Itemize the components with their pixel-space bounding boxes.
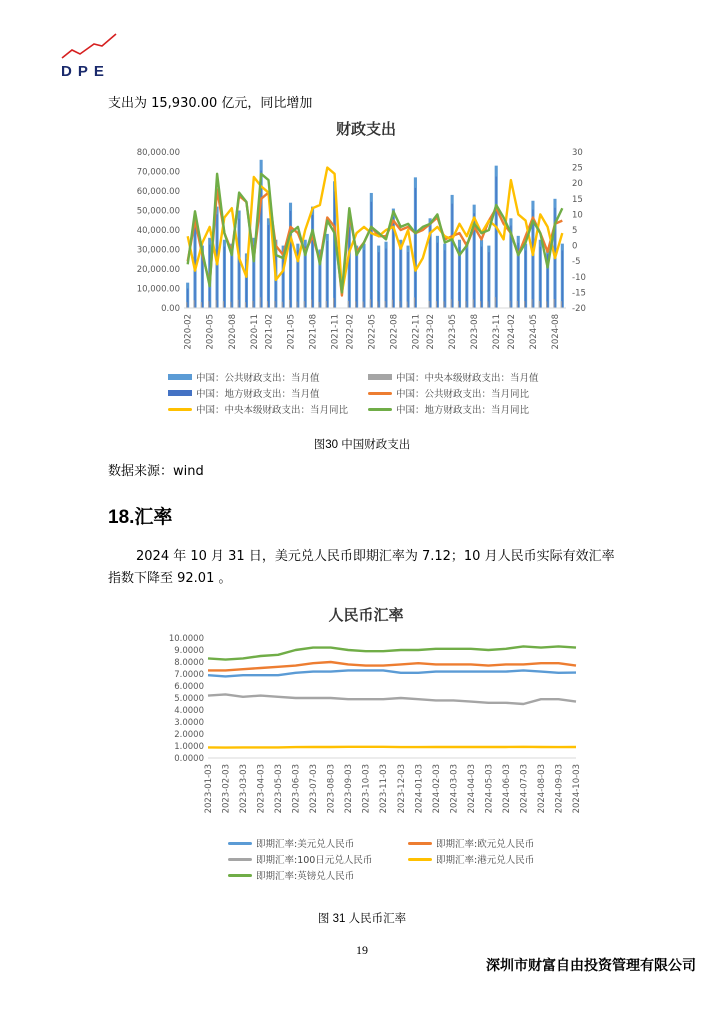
x-tick-label: 2020-11: [249, 314, 260, 350]
x-tick-label: 2021-11: [330, 314, 341, 350]
bar-central-spending: [495, 297, 496, 308]
bar-central-spending: [355, 301, 356, 308]
legend-item: 中国：地方财政支出：当月值: [168, 386, 320, 400]
bar-central-spending: [399, 301, 400, 308]
bar-central-spending: [252, 301, 253, 308]
line-series-1: [208, 662, 576, 670]
bar-central-spending: [289, 300, 290, 308]
bar-local-spending: [378, 252, 379, 308]
bar-central-spending: [473, 299, 474, 308]
bar-central-spending: [326, 301, 327, 308]
x-tick-label: 2023-07-03: [309, 764, 320, 814]
bar-local-spending: [385, 249, 386, 308]
bar-central-spending: [487, 301, 488, 308]
y2-tick-label: 0: [572, 241, 578, 252]
bar-central-spending: [436, 301, 437, 308]
y2-tick-label: -20: [572, 304, 586, 314]
bar-central-spending: [296, 302, 297, 308]
y2-tick-label: -15: [572, 288, 586, 299]
legend-item: 中国：地方财政支出：当月同比: [368, 402, 529, 416]
bar-central-spending: [333, 298, 334, 308]
x-tick-label: 2023-10-03: [361, 764, 372, 814]
y2-tick-label: 15: [572, 194, 583, 205]
bar-central-spending: [193, 300, 194, 308]
y-tick-label: 5.0000: [174, 694, 204, 704]
y-tick-label: 20,000.00: [136, 265, 180, 275]
bar-central-spending: [370, 299, 371, 308]
bar-local-spending: [334, 191, 335, 308]
x-tick-label: 2024-02-03: [431, 764, 442, 814]
bar-central-spending: [230, 302, 231, 308]
x-tick-label: 2023-02: [426, 314, 437, 350]
y-tick-label: 10.0000: [168, 634, 204, 644]
bar-central-spending: [443, 301, 444, 308]
figure-caption: 图 31 人民币汇率: [317, 913, 407, 925]
y-tick-label: 2.0000: [174, 730, 204, 740]
x-tick-label: 2023-05-03: [274, 764, 285, 814]
y-tick-label: 6.0000: [174, 682, 204, 692]
y-tick-label: 70,000.00: [136, 167, 180, 178]
x-tick-label: 2023-08-03: [326, 764, 337, 814]
bar-central-spending: [348, 301, 349, 308]
bar-local-spending: [238, 219, 239, 308]
bar-local-spending: [437, 243, 438, 308]
bar-local-spending: [444, 250, 445, 308]
y-tick-label: 80,000.00: [136, 148, 180, 158]
legend-item: 即期汇率:100日元兑人民币: [228, 852, 372, 866]
bar-central-spending: [392, 300, 393, 308]
bar-local-spending: [540, 247, 541, 308]
bar-central-spending: [216, 300, 217, 308]
legend-item: 中国：公共财政支出：当月同比: [368, 386, 529, 400]
bar-local-spending: [268, 225, 269, 308]
bar-central-spending: [311, 300, 312, 308]
y-tick-label: 50,000.00: [136, 206, 180, 217]
bar-central-spending: [517, 301, 518, 308]
legend-item: 中国：公共财政支出：当月值: [168, 370, 320, 384]
x-tick-label: 2024-10-03: [572, 764, 582, 814]
bar-central-spending: [238, 300, 239, 308]
bar-local-spending: [496, 177, 497, 308]
bar-central-spending: [304, 301, 305, 308]
y2-tick-label: 10: [572, 210, 583, 221]
x-tick-label: 2024-02: [506, 314, 517, 350]
bar-central-spending: [546, 301, 547, 308]
legend-item: 即期汇率:欧元兑人民币: [408, 836, 534, 850]
y-tick-label: 9.0000: [174, 646, 204, 656]
legend-item: 中国：中央本级财政支出：当月同比: [168, 402, 348, 416]
bar-central-spending: [429, 301, 430, 308]
bar-local-spending: [363, 250, 364, 308]
bar-central-spending: [553, 299, 554, 308]
bar-central-spending: [458, 301, 459, 308]
x-tick-label: 2023-11: [492, 314, 503, 350]
page-number: 19: [356, 943, 368, 957]
x-tick-label: 2023-04-03: [256, 764, 267, 814]
bar-local-spending: [283, 252, 284, 308]
x-tick-label: 2024-05-03: [484, 764, 495, 814]
x-tick-label: 2024-09-03: [554, 764, 565, 814]
y-tick-label: 10,000.00: [136, 284, 180, 295]
bar-central-spending: [531, 299, 532, 308]
bar-central-spending: [414, 297, 415, 308]
x-tick-label: 2020-05: [205, 314, 216, 350]
chart-legend: [168, 370, 618, 430]
section-heading: 18.汇率: [108, 507, 173, 528]
y-tick-label: 40,000.00: [136, 226, 180, 236]
data-source: 数据来源：wind: [108, 464, 204, 479]
bar-central-spending: [282, 302, 283, 308]
legend-item: 即期汇率:英镑兑人民币: [228, 868, 354, 882]
bar-central-spending: [208, 301, 209, 308]
bar-central-spending: [186, 302, 187, 308]
bar-central-spending: [407, 302, 408, 308]
y-tick-label: 3.0000: [174, 718, 204, 728]
bar-local-spending: [349, 227, 350, 308]
x-tick-label: 2024-06-03: [501, 764, 512, 814]
company-name: 深圳市财富自由投资管理有限公司: [486, 958, 696, 974]
bar-central-spending: [384, 301, 385, 308]
line-series-4: [208, 646, 576, 659]
y-tick-label: 0.00: [161, 304, 180, 314]
x-tick-label: 2023-08: [470, 314, 481, 350]
figure-caption: 图30 中国财政支出: [313, 439, 411, 451]
legend-item: 中国：中央本级财政支出：当月值: [368, 370, 539, 384]
chart-title: 财政支出: [335, 120, 396, 138]
legend-item: 即期汇率:美元兑人民币: [228, 836, 354, 850]
y2-tick-label: 30: [572, 148, 583, 158]
x-tick-label: 2023-02-03: [221, 764, 232, 814]
bar-local-spending: [231, 250, 232, 308]
x-tick-label: 2021-08: [308, 314, 319, 350]
x-tick-label: 2024-08: [550, 314, 561, 350]
x-tick-label: 2022-02: [345, 314, 356, 350]
x-tick-label: 2024-03-03: [449, 764, 460, 814]
y2-tick-label: 5: [572, 226, 578, 236]
bar-central-spending: [561, 301, 562, 308]
y2-tick-label: 20: [572, 179, 583, 190]
bar-local-spending: [407, 252, 408, 308]
bar-central-spending: [201, 302, 202, 308]
bar-local-spending: [452, 204, 453, 308]
x-tick-label: 2023-01-03: [204, 764, 214, 814]
x-tick-label: 2022-08: [389, 314, 400, 350]
y2-tick-label: 25: [572, 163, 583, 174]
chart-legend: [228, 836, 618, 886]
x-tick-label: 2024-08-03: [536, 764, 547, 814]
bar-local-spending: [562, 250, 563, 308]
bar-central-spending: [318, 302, 319, 308]
x-tick-label: 2023-09-03: [344, 764, 355, 814]
x-tick-label: 2024-01-03: [414, 764, 425, 814]
bar-local-spending: [525, 250, 526, 308]
bar-central-spending: [509, 301, 510, 308]
chart-title: 人民币汇率: [328, 606, 404, 624]
bar-local-spending: [400, 247, 401, 308]
bar-local-spending: [327, 241, 328, 308]
bar-central-spending: [524, 301, 525, 308]
y-tick-label: 7.0000: [174, 670, 204, 680]
bar-local-spending: [488, 252, 489, 308]
rmb-exchange-chart: [108, 598, 624, 888]
bar-central-spending: [362, 302, 363, 308]
x-tick-label: 2023-06-03: [291, 764, 302, 814]
bar-central-spending: [260, 297, 261, 308]
x-tick-label: 2023-03-03: [239, 764, 250, 814]
bar-local-spending: [290, 211, 291, 308]
line-series-3: [208, 747, 576, 748]
x-tick-label: 2021-02: [264, 314, 275, 350]
bar-local-spending: [481, 247, 482, 308]
x-tick-label: 2020-02: [183, 314, 194, 350]
bar-local-spending: [187, 289, 188, 309]
bar-local-spending: [415, 188, 416, 308]
y-tick-label: 1.0000: [174, 742, 204, 752]
x-tick-label: 2024-04-03: [466, 764, 477, 814]
line-series-2: [208, 694, 576, 704]
body-text-top: 支出为 15,930.00 亿元，同比增加: [108, 96, 313, 111]
body-paragraph: 2024 年 10 月 31 日，美元兑人民币即期汇率为 7.12；10 月人民币实际有效汇率指数下降至 92.01 。: [108, 549, 615, 586]
y-tick-label: 8.0000: [174, 658, 204, 668]
fiscal-chart: [108, 112, 624, 432]
x-tick-label: 2023-05: [448, 314, 459, 350]
bar-local-spending: [466, 249, 467, 308]
x-tick-label: 2020-08: [227, 314, 238, 350]
fiscal-chart-plot: [108, 142, 624, 402]
logo-text: DPE: [61, 63, 110, 80]
bar-local-spending: [371, 202, 372, 308]
y-tick-label: 60,000.00: [136, 187, 180, 197]
line-public-yoy: [188, 189, 563, 295]
bar-local-spending: [224, 247, 225, 308]
rmb-exchange-chart-plot: [108, 632, 624, 862]
bar-central-spending: [480, 301, 481, 308]
bar-central-spending: [223, 301, 224, 308]
x-tick-label: 2021-05: [286, 314, 297, 350]
bar-central-spending: [539, 301, 540, 308]
bar-local-spending: [356, 252, 357, 308]
y-tick-label: 4.0000: [174, 706, 204, 716]
bar-central-spending: [377, 301, 378, 308]
bar-central-spending: [451, 299, 452, 308]
x-tick-label: 2023-12-03: [396, 764, 407, 814]
y2-tick-label: -10: [572, 272, 586, 283]
x-tick-label: 2023-11-03: [379, 764, 390, 814]
x-tick-label: 2024-05: [528, 314, 539, 350]
y2-tick-label: -5: [572, 257, 581, 268]
bar-central-spending: [245, 302, 246, 308]
bar-central-spending: [267, 301, 268, 308]
x-tick-label: 2022-11: [411, 314, 422, 350]
bar-central-spending: [465, 301, 466, 308]
y-tick-label: 30,000.00: [136, 245, 180, 256]
y-tick-label: 0.0000: [174, 754, 204, 764]
x-tick-label: 2022-05: [367, 314, 378, 350]
line-series-0: [208, 670, 576, 676]
legend-item: 即期汇率:港元兑人民币: [408, 852, 534, 866]
x-tick-label: 2024-07-03: [519, 764, 530, 814]
bar-central-spending: [274, 301, 275, 308]
